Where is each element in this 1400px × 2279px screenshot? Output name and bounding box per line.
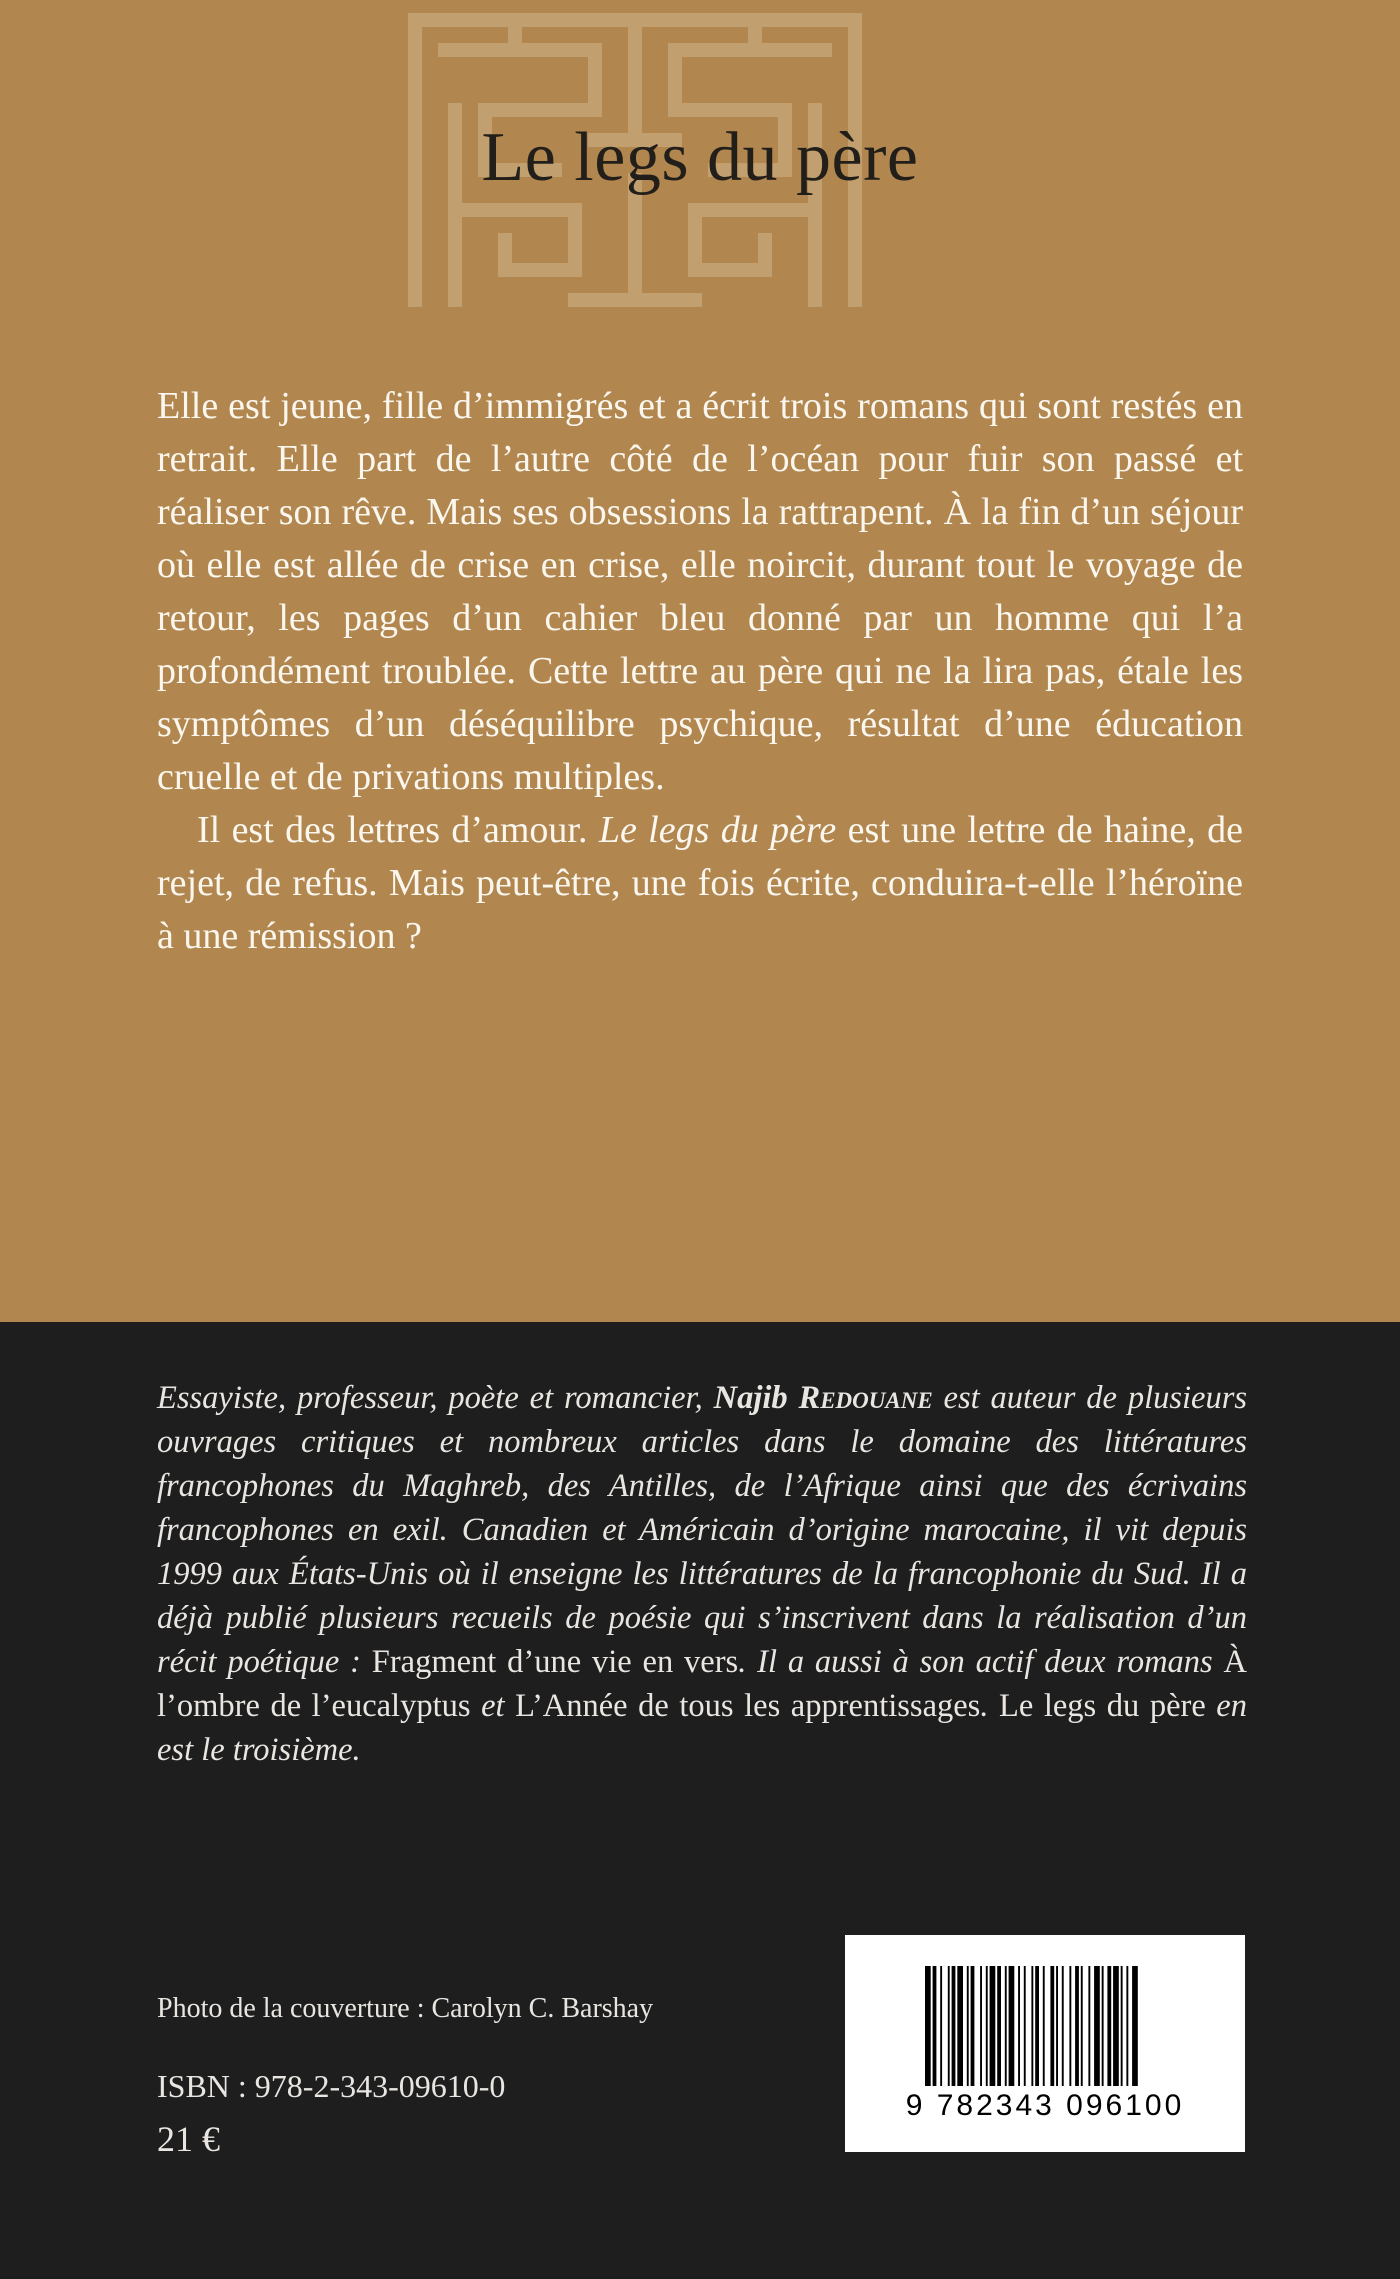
photo-credit: Photo de la couverture : Carolyn C. Barshay [157,1993,654,2024]
barcode-bar [1121,1966,1123,2086]
author-name [714,1380,933,1416]
bio-intro: Essayiste, professeur, poète et romancier, [157,1380,714,1416]
barcode-bar [933,1966,937,2086]
barcode [845,1935,1245,2152]
barcode-bar [1062,1966,1064,2086]
barcode-bar [1094,1966,1100,2086]
bio-work-2: À l’ombre de l’eucalyptus [157,1644,1247,1724]
barcode-bar [1088,1966,1090,2086]
bio-body-3: et [470,1688,516,1724]
barcode-bar [1024,1966,1026,2086]
barcode-bar [1043,1966,1045,2086]
back-cover-blurb [157,380,1243,963]
barcode-bar [1035,1966,1039,2086]
author-first-name: Najib [713,1380,799,1416]
barcode-bar [1107,1966,1111,2086]
blurb-p2-start: Il est des lettres d’amour. [197,809,599,851]
book-title: Le legs du père [481,119,919,196]
barcode-bar [1132,1966,1138,2086]
barcode-bar [1005,1966,1007,2086]
barcode-bar [1102,1966,1104,2086]
barcode-bar [1018,1966,1020,2086]
barcode-bars-illustration [925,1966,1165,2086]
author-bio [157,1376,1247,1772]
barcode-bar [940,1966,942,2086]
bio-body-2: . Il a aussi à son actif deux romans [738,1644,1224,1680]
blurb-paragraph-2 [157,804,1243,963]
barcode-bar [986,1966,988,2086]
bio-body: est auteur de plusieurs ouvrages critiques et nombreux articles dans le domaine des littératures francophones du Maghreb, des Antilles, de l’Afrique ainsi que des écrivains francophones en exil. Canadien et Américain d’origine marocaine, il vit depuis 1999 aux États-Unis où il enseigne les littératures de la francophonie du Sud. Il a déjà publié plusieurs recueils de poésie qui s’inscrivent dans la réalisation d’un récit poétique : [157,1380,1248,1680]
barcode-bar [1056,1966,1058,2086]
barcode-bar [1069,1966,1071,2086]
barcode-bar [990,1966,996,2086]
bio-body-5: en est le troisième. [157,1688,1247,1768]
price: 21 € [157,2119,220,2159]
bio-work-1: Fragment d’une vie en vers [371,1644,739,1680]
bio-work-4: Le legs du père [999,1688,1206,1724]
bio-work-3: L’Année de tous les apprentissages [515,1688,981,1724]
barcode-bar [1081,1966,1083,2086]
barcode-bar [997,1966,1001,2086]
blurb-p2-title: Le legs du père [598,809,837,851]
barcode-bar [1075,1966,1079,2086]
bio-body-4: . [980,1688,1000,1724]
isbn: ISBN : 978-2-343-09610-0 [157,2068,506,2104]
barcode-bar [925,1966,931,2086]
barcode-bar [967,1966,969,2086]
barcode-bar [952,1966,956,2086]
barcode-bar [980,1966,982,2086]
barcode-bar [957,1966,963,2086]
blurb-p2-end: est une lettre de haine, de rejet, de refus. Mais peut-être, une fois écrite, conduira-t-elle l’héroïne à une rémission ? [157,809,1243,957]
barcode-bar [1050,1966,1054,2086]
barcode-bar [1126,1966,1128,2086]
barcode-digits: 9 782343 096100 [905,2089,1185,2122]
barcode-bar [1113,1966,1119,2086]
barcode-bar [1031,1966,1033,2086]
barcode-bar [948,1966,950,2086]
barcode-bar [971,1966,975,2086]
barcode-bar [1009,1966,1015,2086]
author-last-name: Redouane [798,1380,933,1416]
blurb-paragraph-1: Elle est jeune, fille d’immigrés et a écrit trois romans qui sont restés en retrait. Elle part de l’autre côté de l’océan pour fuir son passé et réaliser son rêve. Mais ses obsessions la rattrapent. À la fin d’un séjour où elle est allée de crise en crise, elle noircit, durant tout le voyage de retour, les pages d’un cahier bleu donné par un homme qui l’a profondément troublée. Cette lettre au père qui ne la lira pas, étale les symptômes d’un déséquilibre psychique, résultat d’une éducation cruelle et de privations multiples. [157,385,1243,798]
